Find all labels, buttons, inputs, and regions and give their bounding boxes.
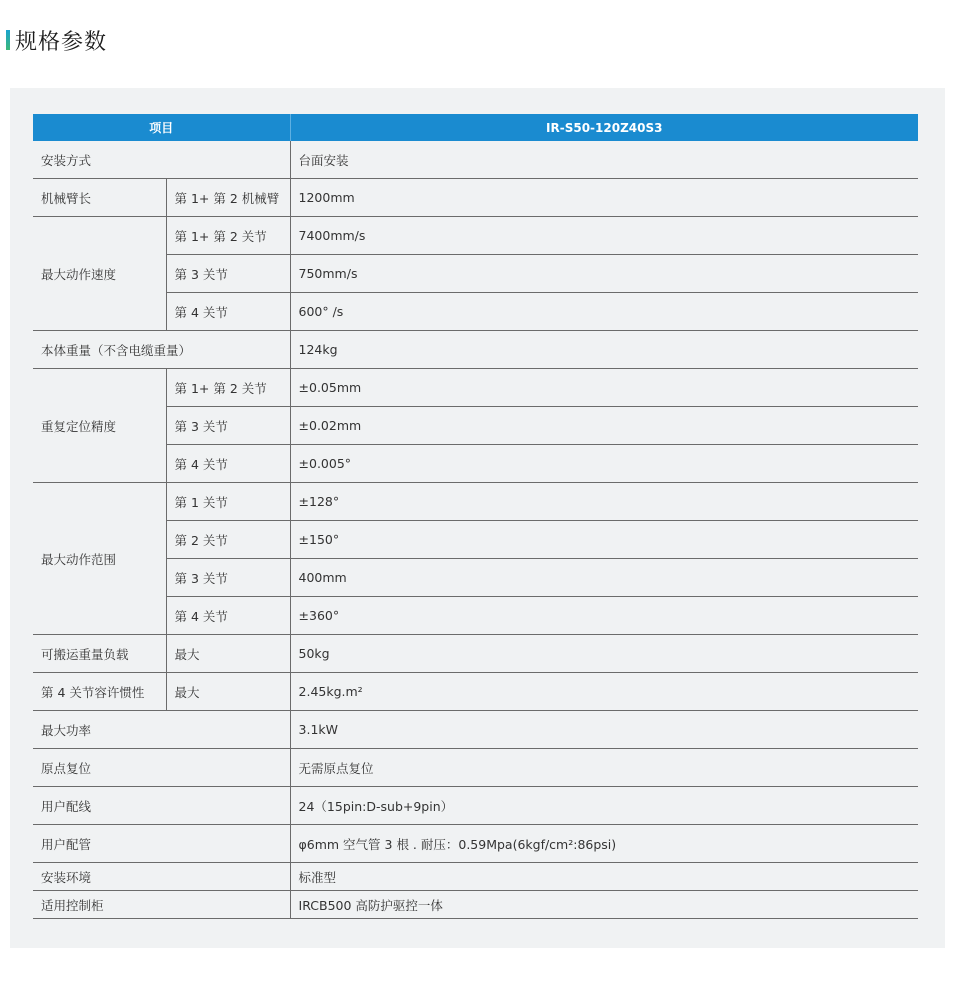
spec-panel bbox=[10, 88, 945, 948]
row-sublabel: 第 1+ 第 2 关节 bbox=[166, 217, 290, 255]
row-value: 1200mm bbox=[290, 179, 918, 217]
table-row bbox=[33, 597, 918, 635]
row-label: 最大动作速度 bbox=[33, 217, 166, 331]
row-sublabel: 第 1+ 第 2 关节 bbox=[166, 369, 290, 407]
row-label: 安装方式 bbox=[33, 141, 290, 179]
table-row bbox=[33, 293, 918, 331]
row-value: ±0.05mm bbox=[290, 369, 918, 407]
row-value: ±128° bbox=[290, 483, 918, 521]
row-sublabel: 最大 bbox=[166, 635, 290, 673]
row-label: 重复定位精度 bbox=[33, 369, 166, 483]
row-label: 最大动作范围 bbox=[33, 483, 166, 635]
table-row bbox=[33, 711, 918, 749]
row-value: 24（15pin:D-sub+9pin） bbox=[290, 787, 918, 825]
table-row bbox=[33, 217, 918, 255]
row-sublabel: 第 3 关节 bbox=[166, 559, 290, 597]
title-accent-bar bbox=[6, 30, 10, 50]
row-value: 标准型 bbox=[290, 863, 918, 891]
row-label: 第 4 关节容许惯性 bbox=[33, 673, 166, 711]
table-row bbox=[33, 483, 918, 521]
row-value: 124kg bbox=[290, 331, 918, 369]
row-label: 机械臂长 bbox=[33, 179, 166, 217]
row-sublabel: 第 3 关节 bbox=[166, 255, 290, 293]
row-label: 可搬运重量负载 bbox=[33, 635, 166, 673]
row-sublabel: 第 1+ 第 2 机械臂 bbox=[166, 179, 290, 217]
row-label: 用户配管 bbox=[33, 825, 290, 863]
row-sublabel: 第 2 关节 bbox=[166, 521, 290, 559]
table-row bbox=[33, 825, 918, 863]
row-value: IRCB500 高防护驱控一体 bbox=[290, 891, 918, 919]
table-row bbox=[33, 635, 918, 673]
table-row bbox=[33, 787, 918, 825]
table-header-row bbox=[33, 114, 918, 141]
table-row bbox=[33, 863, 918, 891]
row-value: 50kg bbox=[290, 635, 918, 673]
table-row bbox=[33, 141, 918, 179]
table-row bbox=[33, 891, 918, 919]
row-sublabel: 第 3 关节 bbox=[166, 407, 290, 445]
table-row bbox=[33, 369, 918, 407]
row-sublabel: 第 4 关节 bbox=[166, 597, 290, 635]
row-label: 安装环境 bbox=[33, 863, 290, 891]
row-sublabel: 第 4 关节 bbox=[166, 445, 290, 483]
row-label: 本体重量（不含电缆重量） bbox=[33, 331, 290, 369]
row-label: 用户配线 bbox=[33, 787, 290, 825]
row-value: 2.45kg.m² bbox=[290, 673, 918, 711]
row-value: 3.1kW bbox=[290, 711, 918, 749]
row-value: ±150° bbox=[290, 521, 918, 559]
row-value: 750mm/s bbox=[290, 255, 918, 293]
row-sublabel: 第 4 关节 bbox=[166, 293, 290, 331]
row-label: 适用控制柜 bbox=[33, 891, 290, 919]
row-value: ±0.02mm bbox=[290, 407, 918, 445]
table-row bbox=[33, 673, 918, 711]
table-row bbox=[33, 179, 918, 217]
row-label: 最大功率 bbox=[33, 711, 290, 749]
row-value: 台面安装 bbox=[290, 141, 918, 179]
row-value: 400mm bbox=[290, 559, 918, 597]
table-row bbox=[33, 407, 918, 445]
row-sublabel: 最大 bbox=[166, 673, 290, 711]
row-label: 原点复位 bbox=[33, 749, 290, 787]
table-row bbox=[33, 331, 918, 369]
row-value: 600° /s bbox=[290, 293, 918, 331]
row-value: 无需原点复位 bbox=[290, 749, 918, 787]
header-item: 项目 bbox=[33, 114, 290, 141]
header-model: IR-S50-120Z40S3 bbox=[290, 114, 918, 141]
row-value: ±0.005° bbox=[290, 445, 918, 483]
section-title: 规格参数 bbox=[15, 29, 108, 55]
row-value: ±360° bbox=[290, 597, 918, 635]
row-value: 7400mm/s bbox=[290, 217, 918, 255]
row-value: φ6mm 空气管 3 根 . 耐压：0.59Mpa(6kgf/cm²:86psi) bbox=[290, 825, 918, 863]
table-row bbox=[33, 749, 918, 787]
table-row bbox=[33, 559, 918, 597]
row-sublabel: 第 1 关节 bbox=[166, 483, 290, 521]
spec-table bbox=[33, 114, 918, 919]
table-row bbox=[33, 445, 918, 483]
section-header bbox=[6, 26, 107, 54]
table-row bbox=[33, 521, 918, 559]
table-row bbox=[33, 255, 918, 293]
